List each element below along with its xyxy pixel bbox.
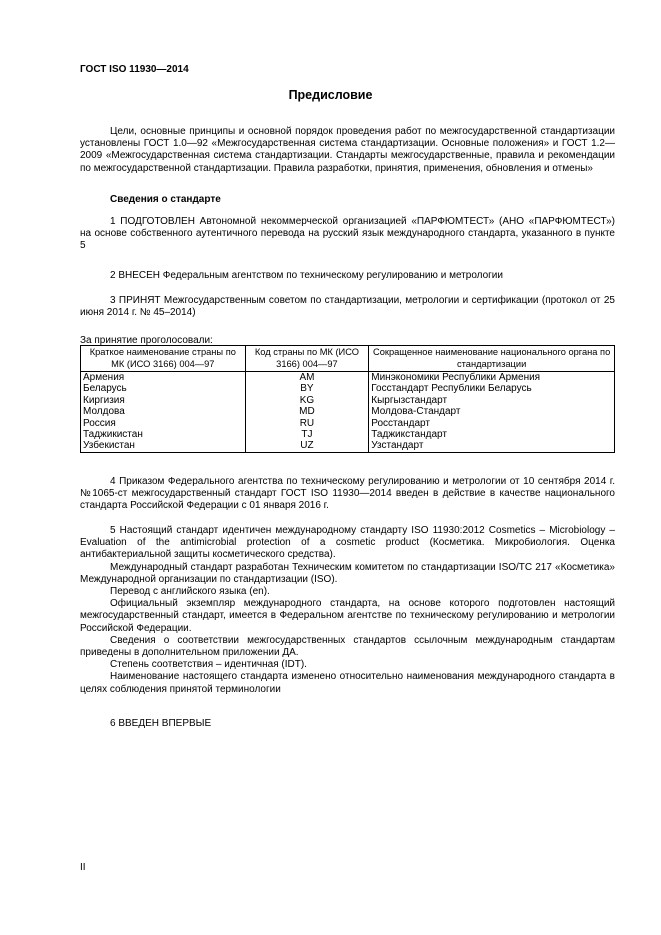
table-row	[81, 440, 615, 452]
cell-code: TJ	[245, 429, 369, 440]
header-country: Краткое наименование страны по МК (ИСО 3166) 004—97	[81, 346, 246, 372]
header-body: Сокращенное наименование национального органа по стандартизации	[369, 346, 615, 372]
countries-table	[80, 345, 615, 453]
cell-country: Беларусь	[81, 383, 246, 394]
item-6-section	[80, 718, 615, 730]
item-5-paragraph: 5 Настоящий стандарт идентичен международному стандарту ISO 11930:2012 Cosmetics – Microbiology – Evaluation of the antimicrobial protection of a cosmetic product (Косметика. Микробиология. Оценка антибактериальной защиты косметического средства).	[80, 525, 615, 561]
table-row	[81, 429, 615, 440]
cell-country: Киргизия	[81, 395, 246, 406]
cell-body: Госстандарт Республики Беларусь	[369, 383, 615, 394]
cell-country: Армения	[81, 372, 246, 384]
item-1-section	[80, 216, 615, 253]
table-row	[81, 406, 615, 417]
item-4-section	[80, 476, 615, 513]
cell-body: Кыргызстандарт	[369, 395, 615, 406]
cell-country: Молдова	[81, 406, 246, 417]
cell-body: Молдова-Стандарт	[369, 406, 615, 417]
item-3-paragraph: 3 ПРИНЯТ Межгосударственным советом по стандартизации, метрологии и сертификации (протокол от 25 июня 2014 г. № 45–2014)	[80, 295, 615, 319]
cell-body: Минэкономики Республики Армения	[369, 372, 615, 384]
table-caption: За принятие проголосовали:	[80, 335, 213, 346]
document-id-header: ГОСТ ISO 11930—2014	[80, 64, 189, 75]
item-5-paragraph: Международный стандарт разработан Техническим комитетом по стандартизации ISO/TC 217 «Косметика» Международной организации по стандартизации (ISO).	[80, 561, 615, 585]
cell-code: KG	[245, 395, 369, 406]
item-1-paragraph: 1 ПОДГОТОВЛЕН Автономной некоммерческой организацией «ПАРФЮМТЕСТ» (АНО «ПАРФЮМТЕСТ») на основе собственного аутентичного перевода на русский язык международного стандарта, указанного в пункте 5	[80, 216, 615, 252]
item-5-paragraph: Сведения о соответствии межгосударственных стандартов ссылочным международным стандартам приведены в дополнительном приложении ДА.	[80, 634, 615, 659]
page-title: Предисловие	[288, 88, 373, 102]
cell-body: Таджикстандарт	[369, 429, 615, 440]
cell-code: UZ	[245, 440, 369, 452]
item-4-paragraph: 4 Приказом Федерального агентства по техническому регулированию и метрологии от 10 сентября 2014 г. №1065-ст межгосударственный стандарт ГОСТ ISO 11930—2014 введен в действие в качестве национального стандарта Российской Федерации с 01 января 2016 г.	[80, 476, 615, 512]
section-heading: Сведения о стандарте	[110, 194, 221, 205]
item-5-paragraph: Официальный экземпляр международного стандарта, на основе которого подготовлен настоящий межгосударственный стандарт, имеется в Федеральном агентстве по техническому регулированию и метрологии Российской Федерации.	[80, 598, 615, 634]
item-5-section	[80, 525, 615, 696]
cell-code: RU	[245, 418, 369, 429]
intro-paragraph: Цели, основные принципы и основной порядок проведения работ по межгосударственной стандартизации установлены ГОСТ 1.0—92 «Межгосударственная система стандартизации. Основные положения» и ГОСТ 1.2—2009 «Межгосударственная система стандартизации. Стандарты межгосударственные, правила и рекомендации по межгосударственной стандартизации. Правила разработки, принятия, применения, обновления и отмены»	[80, 126, 615, 174]
intro-section	[80, 126, 615, 175]
cell-code: MD	[245, 406, 369, 417]
table-row	[81, 395, 615, 406]
table-header-row	[81, 346, 615, 372]
cell-body: Росстандарт	[369, 418, 615, 429]
item-5-paragraph: Перевод с английского языка (en).	[110, 586, 270, 598]
table-row	[81, 383, 615, 394]
table-row	[81, 418, 615, 429]
item-3-section	[80, 295, 615, 319]
cell-body: Узстандарт	[369, 440, 615, 452]
cell-code: BY	[245, 383, 369, 394]
item-2-section	[80, 270, 615, 282]
item-5-paragraph: Степень соответствия – идентичная (IDT).	[110, 659, 307, 671]
cell-country: Таджикистан	[81, 429, 246, 440]
item-6-paragraph: 6 ВВЕДЕН ВПЕРВЫЕ	[110, 718, 212, 729]
cell-country: Узбекистан	[81, 440, 246, 452]
item-5-paragraph: Наименование настоящего стандарта изменено относительно наименования международного стандарта в целях соблюдения принятой терминологии	[80, 671, 615, 695]
cell-country: Россия	[81, 418, 246, 429]
header-code: Код страны по МК (ИСО 3166) 004—97	[245, 346, 369, 372]
cell-code: AM	[245, 372, 369, 384]
page-number: II	[80, 862, 86, 873]
table-row	[81, 372, 615, 384]
item-2-paragraph: 2 ВНЕСЕН Федеральным агентством по техническому регулированию и метрологии	[110, 270, 503, 281]
